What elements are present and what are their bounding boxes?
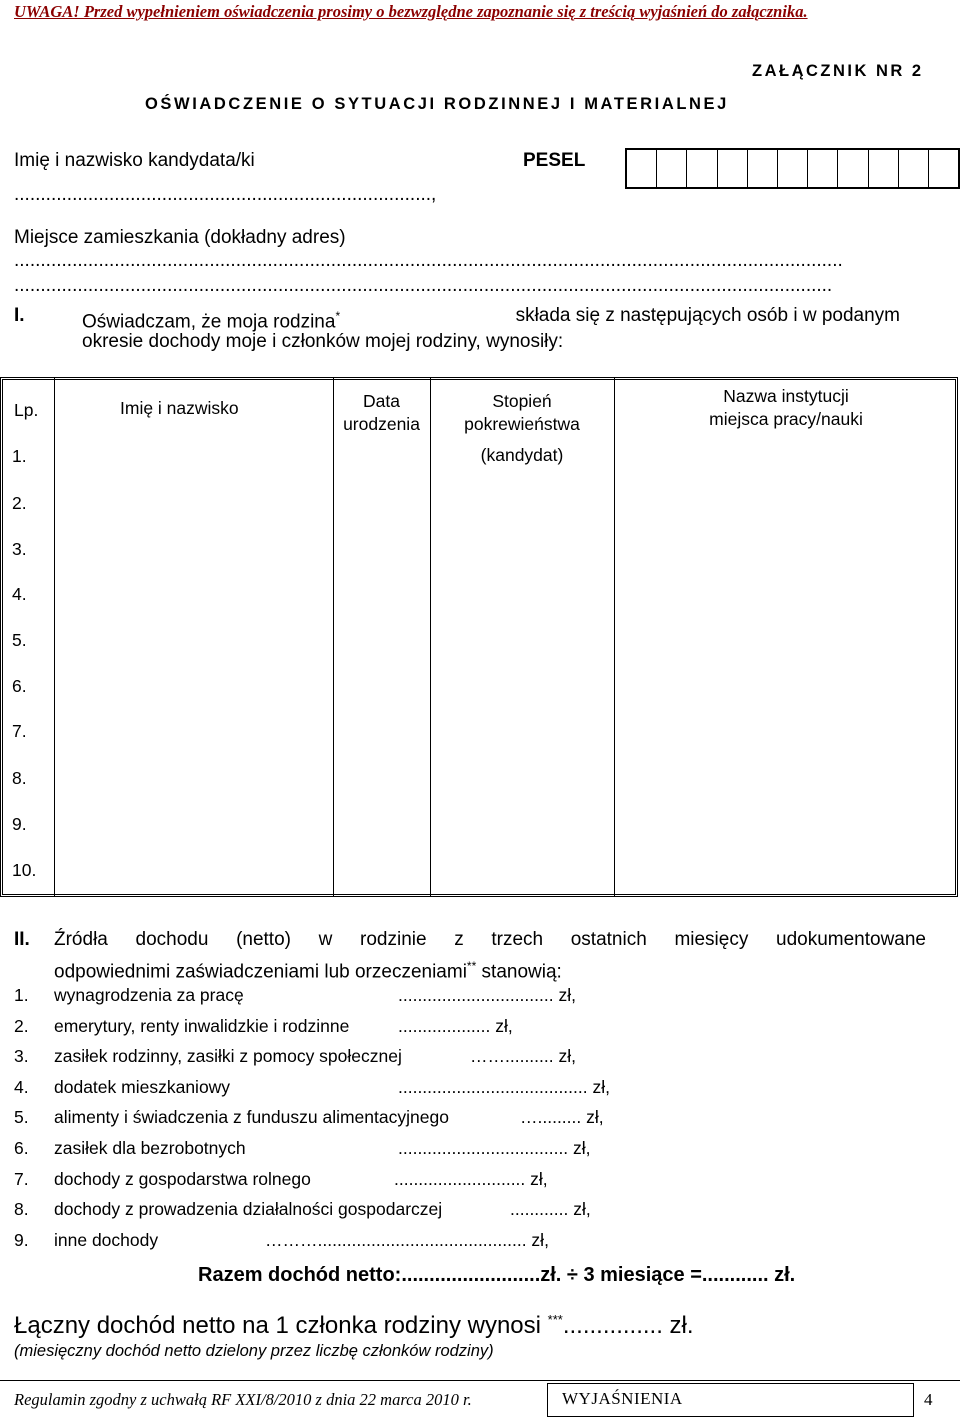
income-item	[14, 1138, 591, 1159]
footer-regulation: Regulamin zgodny z uchwałą RF XXI/8/2010 z dnia 22 marca 2010 r.	[14, 1390, 472, 1409]
candidate-name-label: Imię i nazwisko kandydata/ki	[14, 150, 255, 171]
section1-number: I.	[14, 305, 25, 326]
row-number: 8.	[12, 768, 27, 788]
row-number: 5.	[12, 630, 27, 650]
income-amount-field[interactable]: …......... zł,	[520, 1107, 604, 1128]
header-lp: Lp.	[14, 400, 39, 420]
income-item	[14, 985, 576, 1006]
income-item-label: zasiłek rodzinny, zasiłki z pomocy społecznej	[54, 1046, 402, 1067]
col-divider	[614, 377, 615, 897]
income-item	[14, 1168, 548, 1190]
pesel-digit-box[interactable]	[869, 150, 899, 187]
pesel-digit-box[interactable]	[687, 150, 717, 187]
header-institution: Nazwa instytucji miejsca pracy/nauki	[709, 386, 863, 429]
total-income[interactable]: Razem dochód netto:.........................zł. ÷ 3 miesiące =............ zł.	[198, 1264, 796, 1286]
income-item	[14, 1199, 591, 1220]
row-number: 3.	[12, 539, 27, 559]
footer-divider	[0, 1380, 960, 1381]
candidate-name-dots[interactable]: ...............................................................................,	[14, 184, 437, 205]
candidate-relation-cell: (kandydat)	[480, 445, 564, 465]
section2-line1: Źródła dochodu (netto) w rodzinie z trzech ostatnich miesięcy udokumentowane	[54, 929, 926, 950]
pesel-input-boxes[interactable]	[625, 148, 960, 189]
income-item-number: 1.	[14, 985, 29, 1005]
address-label: Miejsce zamieszkania (dokładny adres)	[14, 227, 346, 248]
row-number: 4.	[12, 584, 27, 604]
income-item-number: 5.	[14, 1107, 29, 1128]
footnote-stars: **	[466, 959, 477, 973]
income-amount-field[interactable]: ....................................... zł,	[398, 1076, 610, 1097]
explanations-label: WYJAŚNIENIA	[562, 1389, 683, 1408]
row-number: 7.	[12, 721, 27, 741]
section1-text-b: składa się z następujących osób i w podanym	[515, 305, 900, 326]
section1-line2: okresie dochody moje i członków mojej rodziny, wynosiły:	[82, 331, 564, 352]
warning-notice: UWAGA! Przed wypełnieniem oświadczenia prosimy o bezwzględne zapoznanie się z treścią wyjaśnień do załącznika.	[14, 2, 808, 21]
header-name: Imię i nazwisko	[120, 398, 239, 418]
row-number: 1.	[12, 446, 27, 466]
income-amount-field[interactable]: ........................... zł,	[394, 1168, 548, 1189]
income-item-number: 8.	[14, 1199, 29, 1220]
explanations-box	[547, 1383, 914, 1417]
per-member-note: (miesięczny dochód netto dzielony przez liczbę członków rodziny)	[14, 1342, 494, 1360]
income-item-label: wynagrodzenia za pracę	[54, 985, 244, 1005]
income-item	[14, 1107, 604, 1128]
income-item	[14, 1046, 576, 1067]
col-divider	[54, 377, 55, 897]
pesel-digit-box[interactable]	[838, 150, 868, 187]
section1-text-a: Oświadczam, że moja rodzina	[82, 311, 336, 333]
income-amount-field[interactable]: …….......... zł,	[470, 1046, 576, 1067]
income-item	[14, 1229, 549, 1251]
pesel-digit-box[interactable]	[718, 150, 748, 187]
header-birth: Data urodzenia	[343, 391, 420, 434]
pesel-digit-box[interactable]	[808, 150, 838, 187]
pesel-digit-box[interactable]	[657, 150, 687, 187]
income-item-label: dochody z gospodarstwa rolnego	[54, 1168, 311, 1189]
declaration-title: OŚWIADCZENIE O SYTUACJI RODZINNEJ I MATERIALNEJ	[145, 95, 729, 113]
pesel-digit-box[interactable]	[899, 150, 929, 187]
section2-line2: odpowiednimi zaświadczeniami lub orzeczeniami** stanowią:	[54, 959, 562, 983]
col-divider	[430, 377, 431, 897]
footnote-triple-star: ***	[547, 1312, 563, 1327]
income-amount-field[interactable]: ................................... zł,	[398, 1138, 591, 1158]
income-item-label: dodatek mieszkaniowy	[54, 1076, 231, 1097]
income-item-number: 2.	[14, 1015, 29, 1036]
pesel-digit-box[interactable]	[748, 150, 778, 187]
header-relation: Stopień pokrewieństwa	[464, 391, 580, 434]
row-number: 10.	[12, 860, 37, 880]
income-item-number: 4.	[14, 1076, 29, 1097]
income-item-number: 9.	[14, 1229, 29, 1250]
page-number: 4	[924, 1390, 933, 1409]
income-item	[14, 1076, 610, 1098]
income-item-label: alimenty i świadczenia z funduszu alimentacyjnego	[54, 1107, 449, 1128]
pesel-digit-box[interactable]	[778, 150, 808, 187]
section2-number: II.	[14, 929, 30, 950]
income-amount-field[interactable]: ………........................................... zł,	[265, 1229, 549, 1250]
row-number: 6.	[12, 676, 27, 696]
row-number: 2.	[12, 493, 27, 513]
address-dots-2[interactable]: ...........................................................................................................................................................	[14, 275, 833, 296]
row-number: 9.	[12, 814, 27, 834]
income-item-number: 6.	[14, 1138, 29, 1158]
attachment-label: ZAŁĄCZNIK NR 2	[752, 62, 924, 80]
footnote-star: *	[335, 309, 341, 323]
income-item-label: inne dochody	[54, 1229, 159, 1250]
income-item-label: zasiłek dla bezrobotnych	[54, 1138, 246, 1158]
income-item-label: emerytury, renty inwalidzkie i rodzinne	[54, 1015, 350, 1036]
pesel-digit-box[interactable]	[929, 150, 958, 187]
income-item-number: 7.	[14, 1168, 29, 1189]
income-amount-field[interactable]: ............ zł,	[510, 1199, 591, 1220]
col-divider	[333, 377, 334, 897]
pesel-label: PESEL	[523, 150, 586, 171]
address-dots-1[interactable]: .............................................................................................................................................................	[14, 250, 843, 271]
income-item	[14, 1015, 513, 1037]
income-item-number: 3.	[14, 1046, 29, 1067]
per-member-income[interactable]: Łączny dochód netto na 1 członka rodziny wynosi ***............... zł.	[14, 1312, 694, 1339]
income-amount-field[interactable]: ................................ zł,	[398, 985, 576, 1005]
income-amount-field[interactable]: ................... zł,	[398, 1015, 513, 1036]
pesel-digit-box[interactable]	[627, 150, 657, 187]
income-item-label: dochody z prowadzenia działalności gospodarczej	[54, 1199, 443, 1220]
